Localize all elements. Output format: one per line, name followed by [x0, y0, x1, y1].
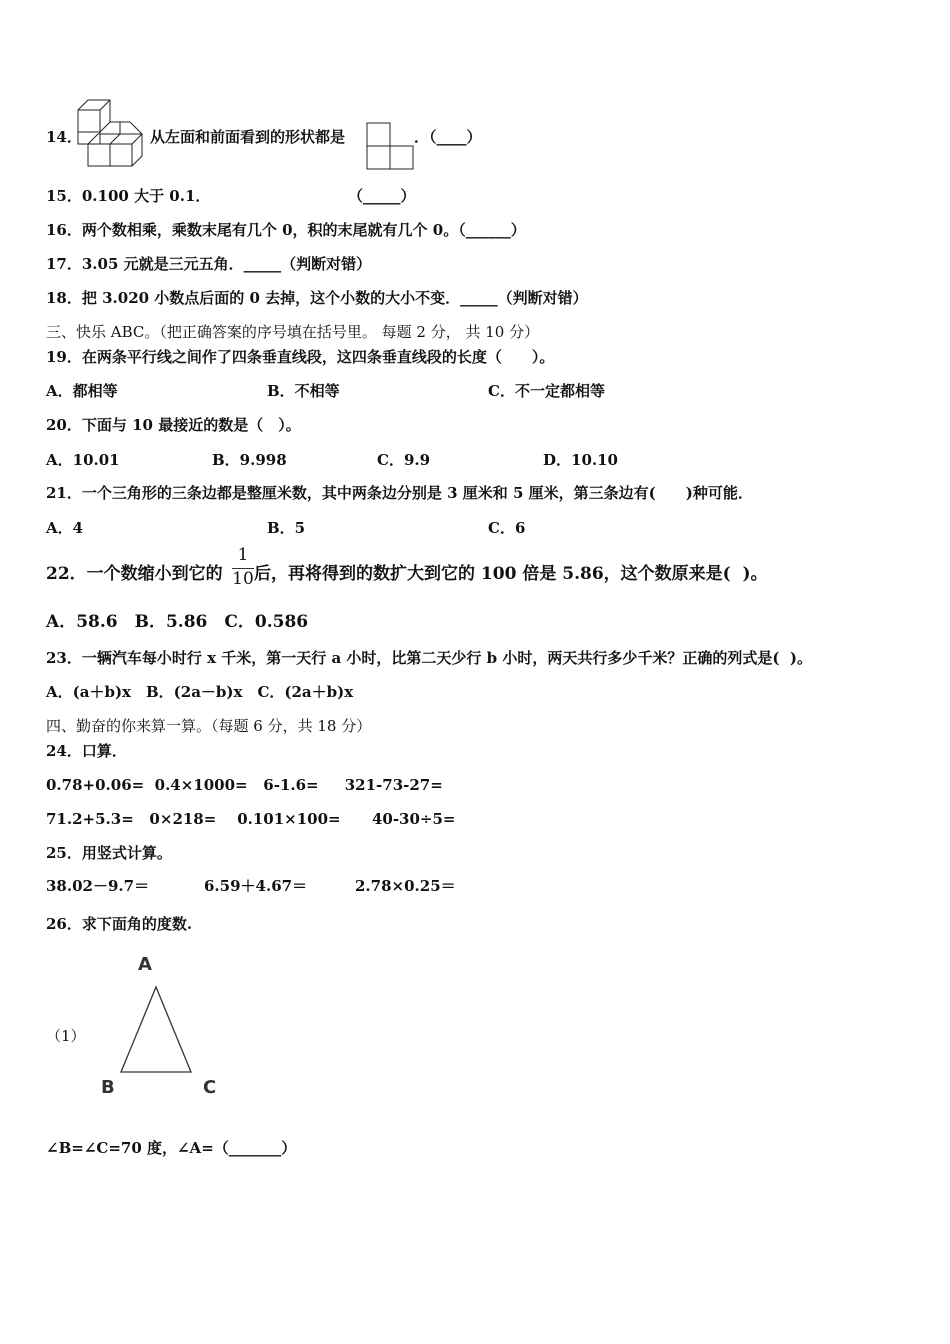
- q20-option-b: B．9.998: [212, 451, 287, 469]
- q19-text: 19．在两条平行线之间作了四条垂直线段，这四条垂直线段的长度（ ）。: [46, 348, 555, 366]
- q18-text: 18．把 3.020 小数点后面的 0 去掉，这个小数的大小不变．_____（判断对错）: [46, 289, 588, 307]
- q22-text-post: 后，再将得到的数扩大到它的 100 倍是 5.86，这个数原来是( )。: [254, 564, 768, 584]
- triangle-label-c: C: [203, 1077, 217, 1098]
- section-4-heading: 四、勤奋的你来算一算。（每题 6 分，共 18 分）: [46, 717, 372, 735]
- q20-option-a: A．10.01: [46, 451, 120, 469]
- q26-text: 26．求下面角的度数.: [46, 915, 193, 933]
- q25-text: 25．用竖式计算。: [46, 844, 172, 862]
- triangle-label-b: B: [101, 1077, 115, 1098]
- q22-text-pre: 22．一个数缩小到它的: [46, 564, 223, 584]
- q25-item-3: 2.78×0.25＝: [355, 877, 456, 895]
- q19-option-b: B．不相等: [267, 382, 340, 400]
- triangle-label-a: A: [138, 954, 152, 975]
- triangle-abc-figure: [110, 980, 200, 1080]
- q21-option-b: B．5: [267, 519, 306, 537]
- q21-option-c: C．6: [488, 519, 526, 537]
- q25-item-1: 38.02－9.7＝: [46, 877, 150, 895]
- q22-options: A．58.6 B．5.86 C．0.586: [46, 612, 309, 632]
- q14-number: 14．: [46, 128, 82, 146]
- q21-text: 21．一个三角形的三条边都是整厘米数，其中两条边分别是 3 厘米和 5 厘米，第三条边有( )种可能．: [46, 484, 753, 502]
- q16-text: 16．两个数相乘，乘数末尾有几个 0，积的末尾就有几个 0。（______）: [46, 221, 526, 239]
- q17-text: 17．3.05 元就是三元五角．_____（判断对错）: [46, 255, 372, 273]
- view-shape-figure: [366, 122, 414, 170]
- q21-option-a: A．4: [46, 519, 84, 537]
- q20-option-c: C．9.9: [377, 451, 431, 469]
- q25-item-2: 6.59＋4.67＝: [204, 877, 308, 895]
- q24-text: 24．口算．: [46, 742, 127, 760]
- q26-part-label: （1）: [46, 1027, 86, 1045]
- q23-options: A．(a＋b)x B．(2a－b)x C．(2a＋b)x: [46, 683, 354, 701]
- q14-tail: ．（____）: [414, 128, 482, 146]
- q22-fraction-denominator: 10: [232, 569, 254, 589]
- q23-text: 23．一辆汽车每小时行 x 千米，第一天行 a 小时，比第二天少行 b 小时，两天共行多少千米？正确的列式是( )。: [46, 649, 813, 667]
- q24-row-1: 0.78+0.06= 0.4×1000= 6-1.6= 321-73-27=: [46, 776, 443, 794]
- q20-text: 20．下面与 10 最接近的数是（ ）。: [46, 416, 301, 434]
- q26-answer: ∠B=∠C=70 度，∠A=（_______）: [46, 1139, 297, 1157]
- q19-option-c: C．不一定都相等: [488, 382, 605, 400]
- q15-text: 15．0.100 大于 0.1．: [46, 187, 211, 205]
- q24-row-2: 71.2+5.3= 0×218= 0.101×100= 40-30÷5=: [46, 810, 456, 828]
- q22-fraction-numerator: 1: [237, 545, 249, 565]
- section-3-heading: 三、快乐 ABC。（把正确答案的序号填在括号里。 每题 2 分， 共 10 分）: [46, 323, 540, 341]
- q19-option-a: A．都相等: [46, 382, 118, 400]
- q15-blank: （_____）: [348, 187, 416, 205]
- cube-stack-figure: [76, 98, 150, 170]
- q20-option-d: D．10.10: [543, 451, 618, 469]
- q14-text: 从左面和前面看到的形状都是: [150, 128, 346, 146]
